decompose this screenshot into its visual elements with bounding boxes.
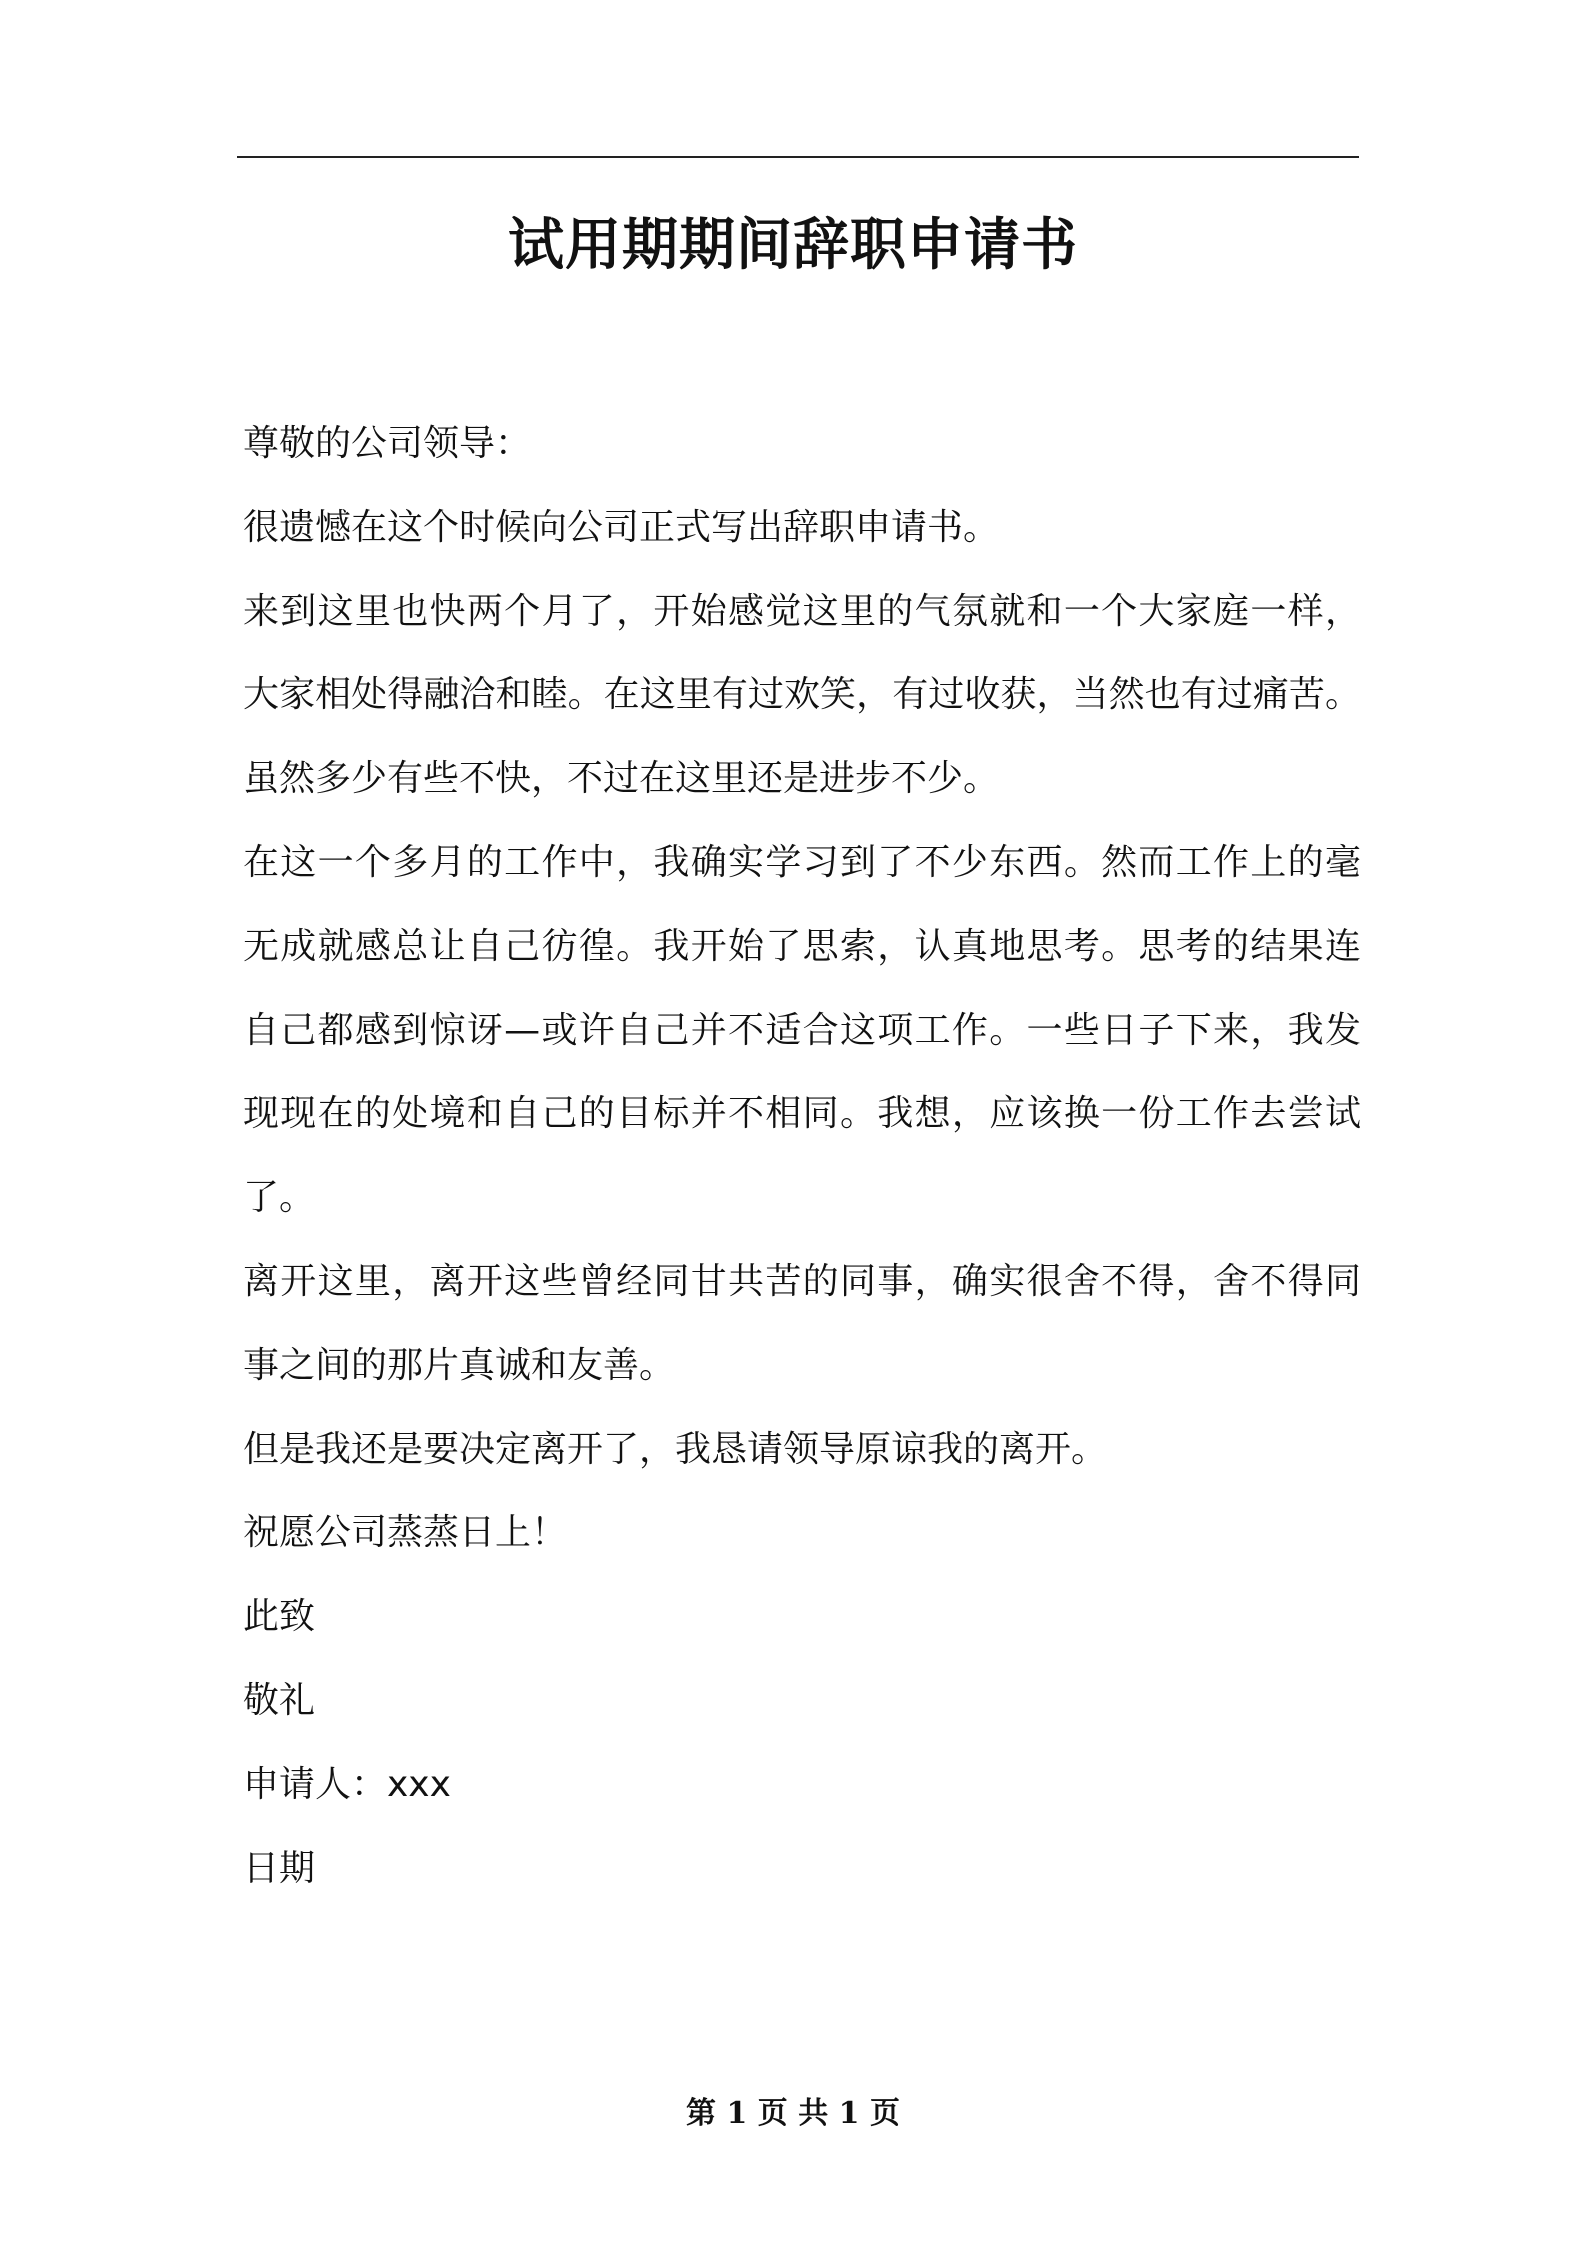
salutation-line: 尊敬的公司领导： (243, 423, 532, 464)
document-title: 试用期期间辞职申请书 (508, 213, 1078, 278)
body-line: 事之间的那片真诚和友善。 (243, 1344, 676, 1386)
body-line: 在这一个多月的工作中，我确实学习到了不少东西。然而工作上的毫 (243, 841, 1361, 883)
document-body (243, 402, 1361, 1910)
body-line: 来到这里也快两个月了，开始感觉这里的气氛就和一个大家庭一样， (243, 590, 1361, 632)
header-rule (237, 156, 1359, 158)
body-line: 现现在的处境和自己的目标并不相同。我想，应该换一份工作去尝试 (243, 1093, 1361, 1135)
closing-line: 此致 (243, 1596, 316, 1638)
date-line: 日期 (243, 1847, 316, 1889)
body-line: 离开这里，离开这些曾经同甘共苦的同事，确实很舍不得，舍不得同 (243, 1260, 1361, 1302)
closing-line: 敬礼 (243, 1679, 316, 1721)
page-number-footer: 第 1 页 共 1 页 (686, 2096, 900, 2131)
body-line: 很遗憾在这个时候向公司正式写出辞职申请书。 (243, 506, 1000, 548)
body-line: 但是我还是要决定离开了，我恳请领导原谅我的离开。 (243, 1428, 1108, 1470)
body-line: 无成就感总让自己彷徨。我开始了思索，认真地思考。思考的结果连 (243, 925, 1361, 967)
body-line: 虽然多少有些不快，不过在这里还是进步不少。 (243, 758, 1000, 800)
body-line: 大家相处得融洽和睦。在这里有过欢笑，有过收获，当然也有过痛苦。 (243, 674, 1361, 716)
applicant-line: 申请人：xxx (243, 1763, 451, 1805)
body-line: 自己都感到惊讶—或许自己并不适合这项工作。一些日子下来，我发 (243, 1009, 1361, 1051)
body-line: 了。 (243, 1177, 316, 1219)
wishes-line: 祝愿公司蒸蒸日上！ (243, 1512, 568, 1554)
